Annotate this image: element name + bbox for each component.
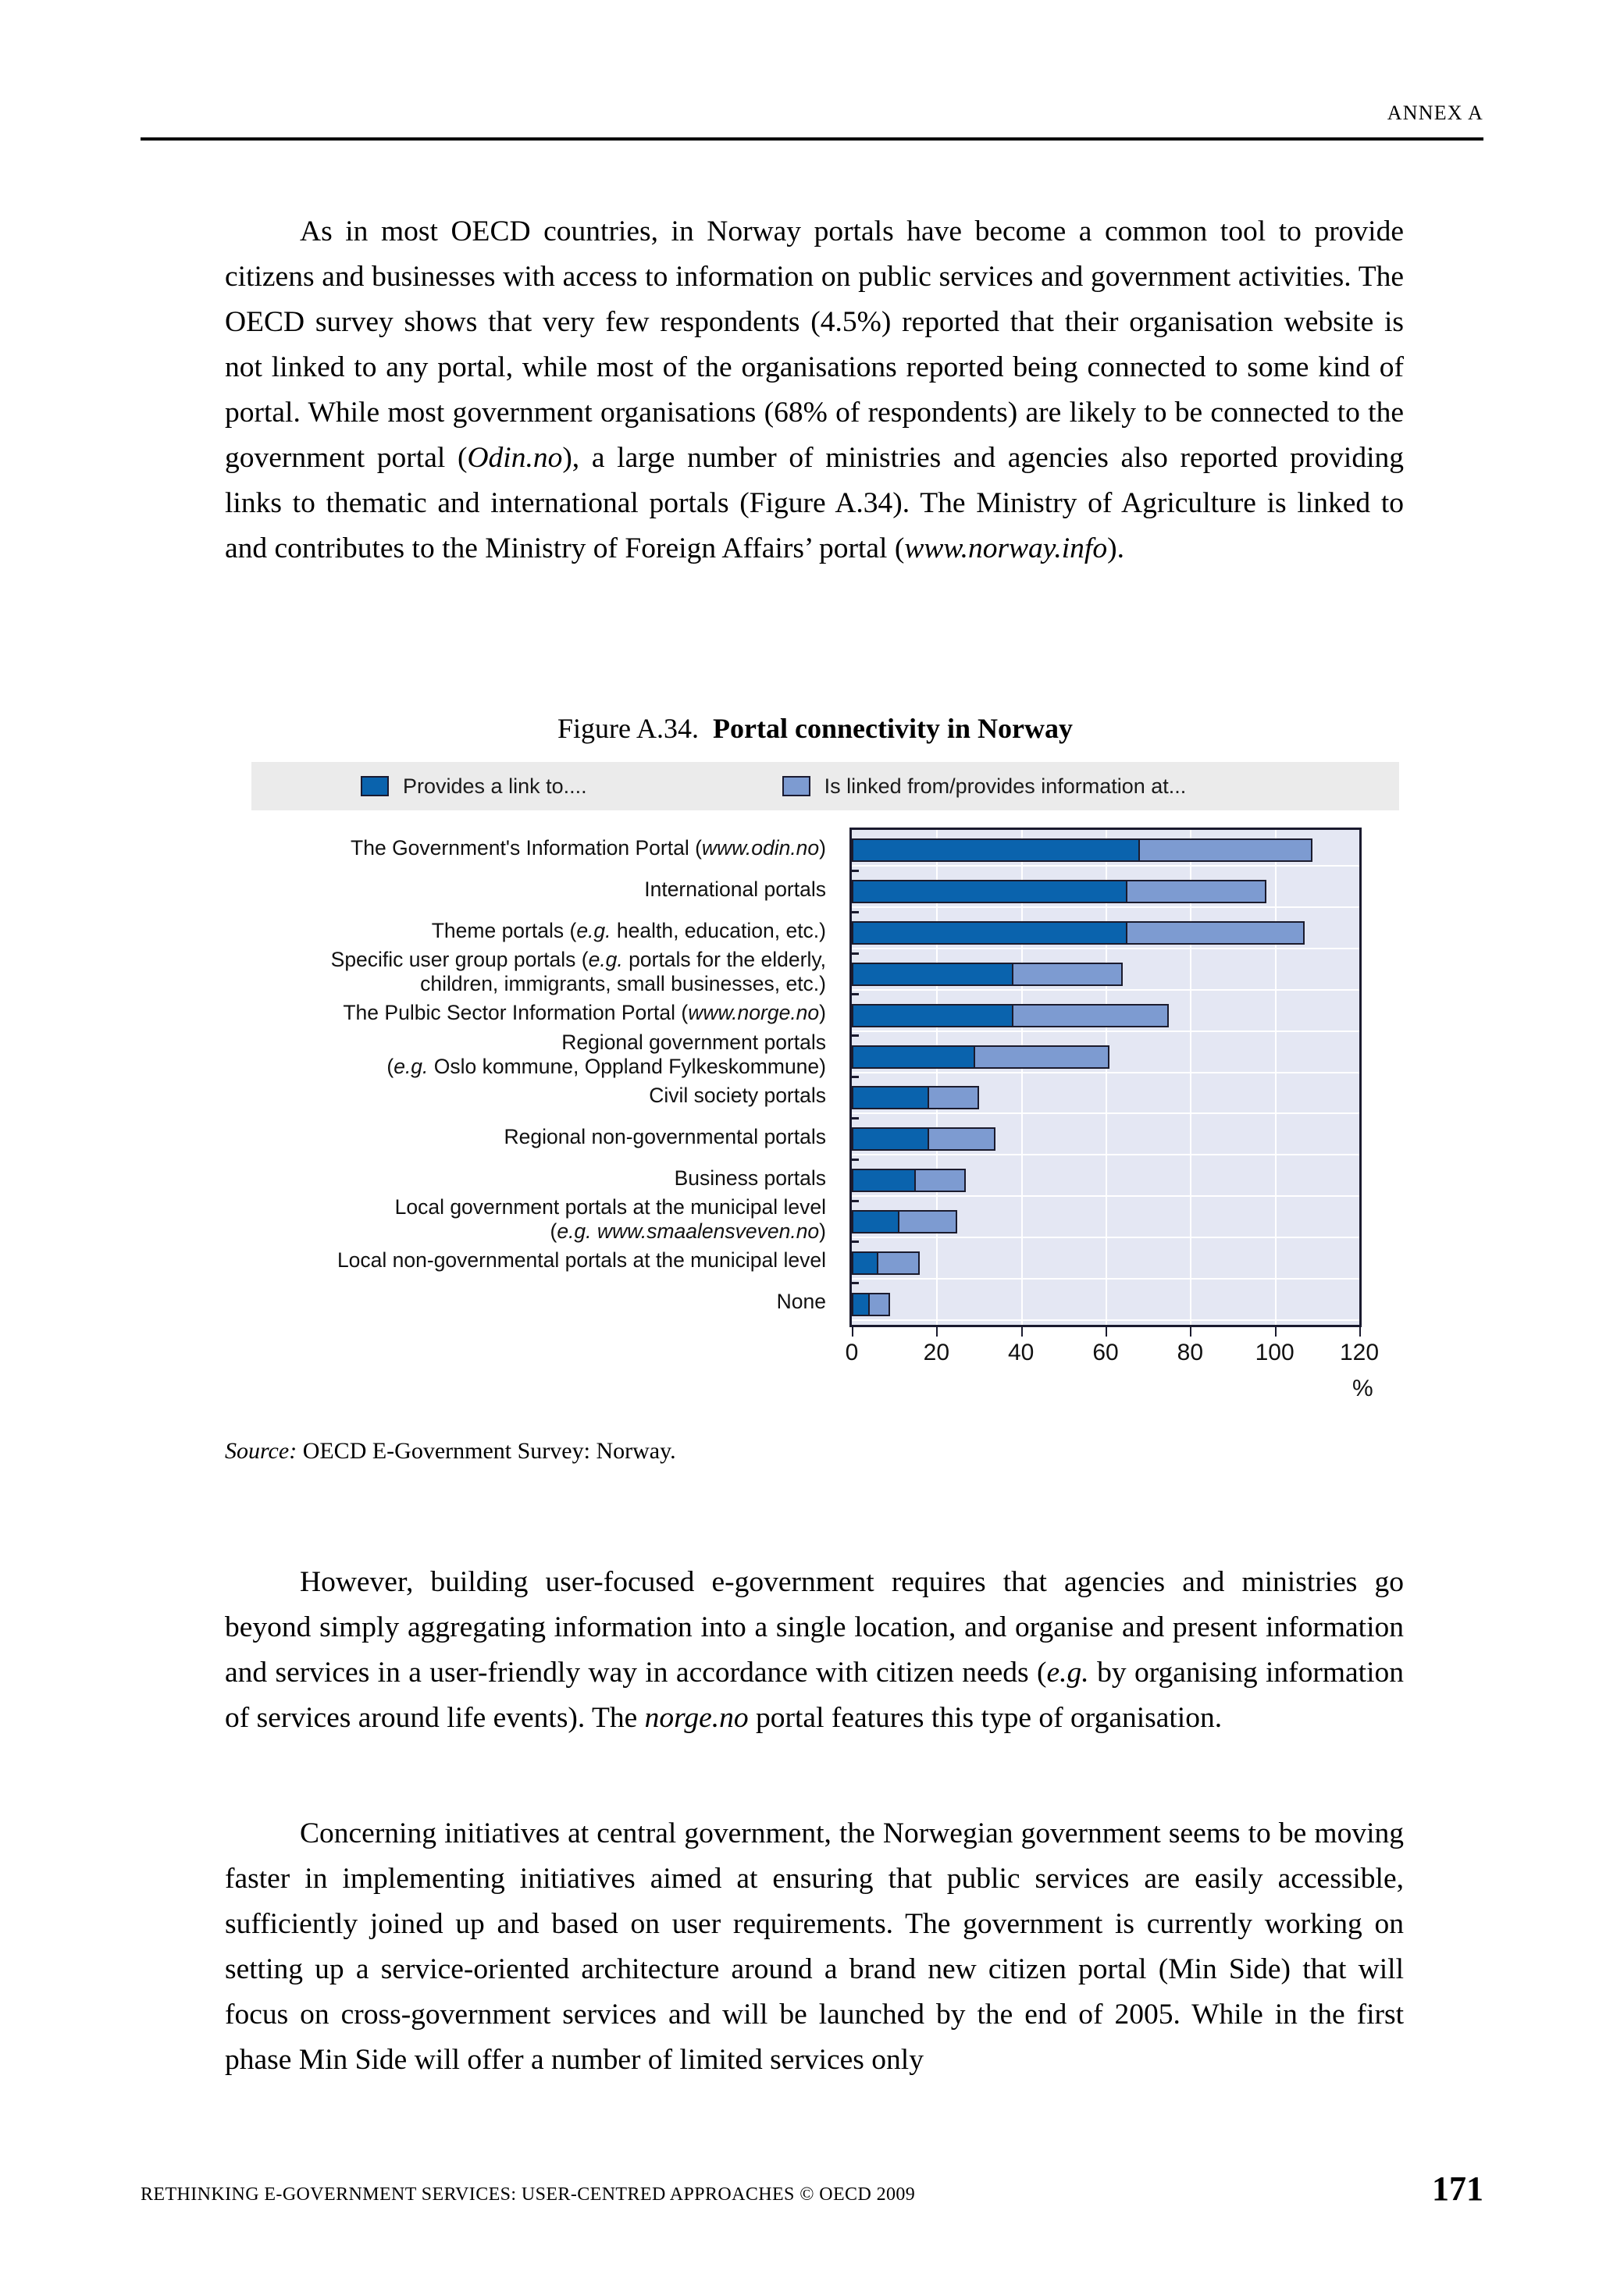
legend-swatch-series2-icon [782, 776, 810, 796]
bar-segment-is-linked-from [899, 1210, 958, 1233]
chart-bar [852, 1210, 957, 1233]
x-axis-tick [852, 1327, 853, 1337]
chart-gridline [1021, 830, 1023, 1325]
source-label: Source: [225, 1438, 297, 1464]
category-axis-tick [852, 1034, 859, 1037]
figure-caption [225, 712, 1405, 745]
bar-segment-is-linked-from [1127, 880, 1266, 903]
bar-segment-is-linked-from [928, 1127, 996, 1151]
para2-italic-norgeno: norge.no [644, 1702, 749, 1734]
x-axis-tick-label: 120 [1339, 1340, 1380, 1365]
chart-bar [852, 1293, 890, 1316]
body-paragraph-1 [225, 209, 1404, 571]
chart-category-label: Specific user group portals (e.g. portals for the elderly, children, immigrants, small businesses, etc.) [330, 948, 826, 995]
legend-label-series2: Is linked from/provides information at... [824, 774, 1187, 798]
chart-bar [852, 1251, 920, 1275]
category-axis-tick [852, 870, 859, 872]
legend-item-series1 [361, 774, 587, 799]
para2-part-c: portal features this type of organisation. [748, 1702, 1223, 1734]
bar-segment-provides-link [852, 1251, 878, 1275]
x-axis-tick-label: 20 [923, 1340, 950, 1365]
x-axis-tick [1275, 1327, 1277, 1337]
chart-gridline [1106, 830, 1107, 1325]
chart-hgridline [852, 1031, 1359, 1032]
category-axis-tick [852, 952, 859, 955]
chart-gridline [936, 830, 938, 1325]
bar-segment-is-linked-from [1139, 838, 1312, 862]
chart-x-axis [845, 1327, 1380, 1401]
x-axis-tick [1106, 1327, 1107, 1337]
x-axis-tick [936, 1327, 938, 1337]
chart-gridline [1275, 830, 1277, 1325]
x-axis-unit-label: % [1352, 1376, 1373, 1401]
category-axis-tick [852, 993, 859, 995]
chart-legend [251, 762, 1399, 810]
category-axis-tick [852, 911, 859, 913]
chart-bar [852, 880, 1266, 903]
legend-swatch-series1-icon [361, 776, 389, 796]
chart-bar [852, 838, 1312, 862]
page-number: 171 [1432, 2170, 1483, 2208]
category-axis-tick [852, 1241, 859, 1243]
chart-category-label: None [776, 1290, 826, 1313]
chart-hgridline [852, 1154, 1359, 1155]
chart-category-label: The Pulbic Sector Information Portal (www.norge.no) [343, 1001, 826, 1024]
bar-segment-is-linked-from [878, 1251, 920, 1275]
chart-bar [852, 1169, 966, 1192]
category-axis-tick [852, 1200, 859, 1202]
chart-bar [852, 1086, 979, 1109]
para2-part-a: However, building user-focused e-government requires that agencies and ministries go beyond simply aggregating information into a single location, and organise and present information and services in a user-friendly way in accordance with citizen needs ( [225, 1566, 1404, 1689]
x-axis-tick-label: 60 [1092, 1340, 1119, 1365]
chart-bar [852, 921, 1305, 945]
bar-segment-provides-link [852, 1045, 974, 1069]
bar-segment-provides-link [852, 1293, 869, 1316]
chart-hgridline [852, 1319, 1359, 1321]
para2-italic-eg: e.g. [1046, 1657, 1089, 1689]
figure-number: Figure A.34. [557, 713, 700, 744]
chart-hgridline [852, 948, 1359, 949]
bar-segment-is-linked-from [1013, 1004, 1169, 1027]
bar-segment-is-linked-from [974, 1045, 1109, 1069]
body-paragraph-2 [225, 1560, 1404, 1741]
category-axis-tick [852, 1117, 859, 1120]
chart-hgridline [852, 906, 1359, 908]
header-rule [141, 137, 1483, 141]
chart-category-label: International portals [644, 877, 826, 901]
body-paragraph-3: Concerning initiatives at central government, the Norwegian government seems to be moving faster in implementing initiatives aimed at ensuring that public services are easily accessible, sufficiently joined up and based on user requirements. The government is currently working on setting up a service-oriented architecture around a brand new citizen portal (Min Side) that will focus on cross-government services and will be launched by the end of 2005. While in the first phase Min Side will offer a number of limited services only [225, 1817, 1404, 2076]
figure-a34 [225, 712, 1405, 1401]
chart-hgridline [852, 865, 1359, 867]
x-axis-tick-label: 80 [1177, 1340, 1204, 1365]
running-header: ANNEX A [1387, 101, 1483, 124]
para1-italic-norwayinfo: www.norway.info [904, 532, 1108, 564]
bar-chart [225, 828, 1405, 1401]
chart-hgridline [852, 989, 1359, 991]
para2-part-b: by organising information of services around life events). The [225, 1657, 1404, 1734]
x-axis-tick-label: 0 [845, 1340, 859, 1365]
chart-bar [852, 963, 1123, 986]
bar-segment-is-linked-from [869, 1293, 890, 1316]
x-axis-tick [1021, 1327, 1023, 1337]
para1-italic-odin: Odin.no [467, 442, 563, 474]
bar-segment-provides-link [852, 1210, 899, 1233]
chart-hgridline [852, 1195, 1359, 1197]
chart-hgridline [852, 1237, 1359, 1238]
bar-segment-provides-link [852, 921, 1127, 945]
chart-hgridline [852, 1278, 1359, 1280]
legend-item-series2 [782, 774, 1187, 799]
chart-bar [852, 1045, 1109, 1069]
chart-category-label: Regional government portals (e.g. Oslo kommune, Oppland Fylkeskommune) [386, 1031, 826, 1078]
bar-segment-provides-link [852, 1127, 928, 1151]
bar-segment-is-linked-from [1127, 921, 1305, 945]
chart-bar [852, 1127, 995, 1151]
bar-segment-is-linked-from [1013, 963, 1123, 986]
figure-title: Portal connectivity in Norway [713, 713, 1073, 744]
bar-segment-provides-link [852, 880, 1127, 903]
figure-source [225, 1438, 676, 1465]
chart-bar [852, 1004, 1169, 1027]
chart-category-label: Business portals [674, 1166, 826, 1190]
x-axis-tick [1190, 1327, 1191, 1337]
chart-category-label: Local non-governmental portals at the municipal level [337, 1248, 826, 1272]
x-axis-tick-label: 40 [1007, 1340, 1035, 1365]
para1-part-a: As in most OECD countries, in Norway portals have become a common tool to provide citizens and businesses with access to information on public services and government activities. The OECD survey shows that very few respondents (4.5%) reported that their organisation website is not linked to any portal, while most of the organisations reported being connected to some kind of portal. While most government organisations (68% of respondents) are likely to be connected to the government portal ( [225, 215, 1404, 474]
bar-segment-provides-link [852, 1004, 1013, 1027]
para1-part-c: ). [1107, 532, 1124, 564]
x-axis-tick [1359, 1327, 1361, 1337]
bar-segment-provides-link [852, 1169, 915, 1192]
bar-segment-is-linked-from [915, 1169, 966, 1192]
chart-category-labels [225, 828, 834, 1327]
legend-label-series1: Provides a link to.... [403, 774, 587, 798]
chart-category-label: Civil society portals [649, 1084, 826, 1107]
chart-category-label: Theme portals (e.g. health, education, etc.) [431, 919, 826, 942]
bar-segment-provides-link [852, 838, 1139, 862]
bar-segment-provides-link [852, 1086, 928, 1109]
x-axis-tick-label: 100 [1255, 1340, 1295, 1365]
category-axis-tick [852, 1282, 859, 1284]
category-axis-tick [852, 1159, 859, 1161]
footer-title: RETHINKING E-GOVERNMENT SERVICES: USER-CENTRED APPROACHES © OECD 2009 [141, 2184, 916, 2205]
chart-category-label: The Government's Information Portal (www.odin.no) [351, 836, 826, 860]
chart-hgridline [852, 1112, 1359, 1114]
bar-segment-provides-link [852, 963, 1013, 986]
chart-plot-area [849, 828, 1362, 1327]
source-text: OECD E-Government Survey: Norway. [297, 1438, 676, 1464]
chart-category-label: Local government portals at the municipal level (e.g. www.smaalensveven.no) [394, 1195, 826, 1243]
category-axis-tick [852, 1076, 859, 1078]
para1-part-b: ), a large number of ministries and agencies also reported providing links to thematic and international portals (Figure A.34). The Ministry of Agriculture is linked to and contributes to the Ministry of Foreign Affairs’ portal ( [225, 442, 1404, 564]
bar-segment-is-linked-from [928, 1086, 979, 1109]
chart-category-label: Regional non-governmental portals [504, 1125, 826, 1148]
chart-hgridline [852, 1072, 1359, 1073]
chart-gridline [1190, 830, 1191, 1325]
